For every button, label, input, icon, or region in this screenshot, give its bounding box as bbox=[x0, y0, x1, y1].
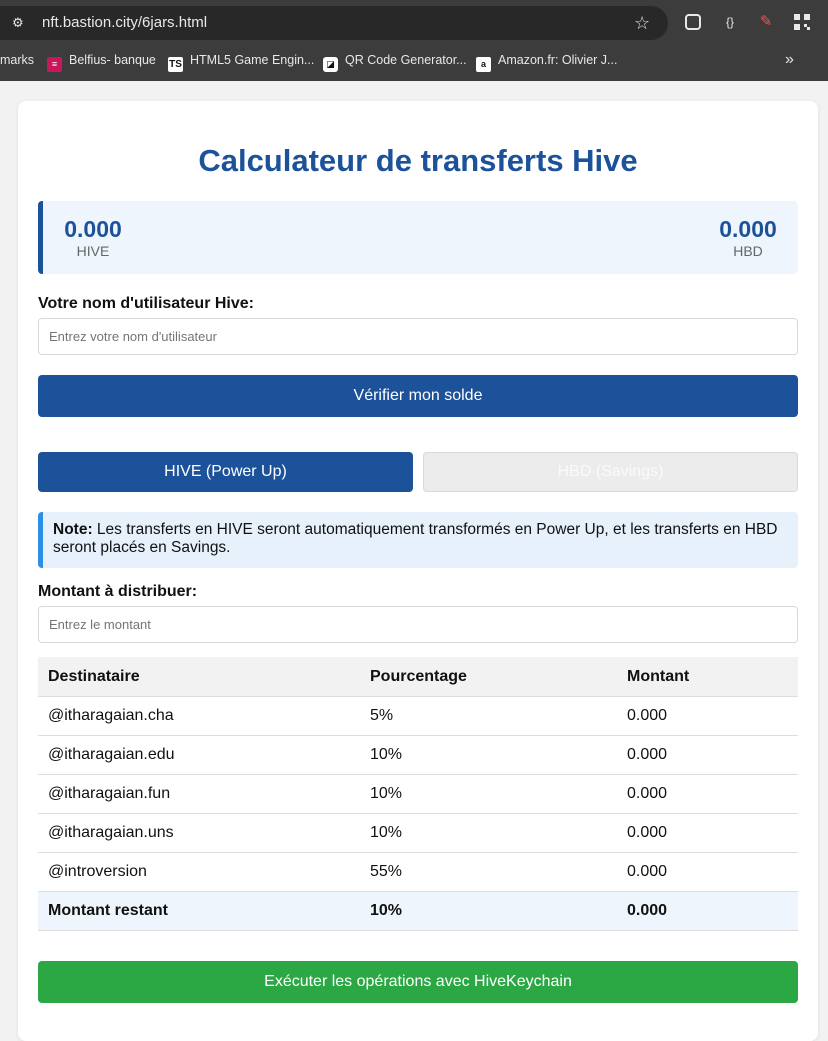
amount-label: Montant à distribuer: bbox=[38, 583, 198, 600]
table-row bbox=[38, 853, 798, 892]
qr-generator-icon: ◪ bbox=[323, 57, 338, 72]
bookmark-star-icon[interactable]: ☆ bbox=[634, 13, 651, 33]
bookmark-label: Amazon.fr: Olivier J... bbox=[498, 53, 618, 67]
hive-balance-unit: HIVE bbox=[76, 243, 110, 259]
hive-balance bbox=[58, 215, 128, 260]
table-row bbox=[38, 775, 798, 814]
recipient-cell: @itharagaian.edu bbox=[38, 736, 360, 775]
amount-cell: 0.000 bbox=[617, 697, 798, 736]
bookmark-qr-generator[interactable] bbox=[323, 50, 467, 70]
execute-hivekeychain-button[interactable]: Exécuter les opérations avec HiveKeychain bbox=[38, 961, 798, 1003]
recipient-cell: @itharagaian.fun bbox=[38, 775, 360, 814]
remaining-label: Montant restant bbox=[38, 892, 360, 931]
percentage-cell: 10% bbox=[360, 736, 617, 775]
browser-chrome bbox=[0, 0, 828, 81]
belfius-icon: ≡ bbox=[47, 57, 62, 72]
bookmark-label: Belfius- banque bbox=[69, 53, 156, 67]
percentage-cell: 10% bbox=[360, 775, 617, 814]
bookmark-label: QR Code Generator... bbox=[345, 53, 467, 67]
percentage-cell: 55% bbox=[360, 853, 617, 892]
hbd-balance-unit: HBD bbox=[733, 243, 763, 259]
json-extension-icon[interactable]: {} bbox=[725, 15, 734, 29]
extension-icon[interactable] bbox=[683, 12, 703, 32]
percentage-cell: 10% bbox=[360, 814, 617, 853]
remaining-row bbox=[38, 892, 798, 931]
username-input[interactable] bbox=[38, 318, 798, 355]
site-settings-icon[interactable]: ⚙ bbox=[12, 15, 24, 30]
username-label: Votre nom d'utilisateur Hive: bbox=[38, 295, 254, 312]
remaining-amount: 0.000 bbox=[617, 892, 798, 931]
bookmark-item[interactable] bbox=[0, 50, 34, 70]
hive-balance-value: 0.000 bbox=[64, 216, 122, 242]
table-row bbox=[38, 736, 798, 775]
note-bold-label: Note: bbox=[53, 521, 93, 538]
tab-hive-power-up[interactable]: HIVE (Power Up) bbox=[38, 452, 413, 492]
note-text: Les transferts en HIVE seront automatiquement transformés en Power Up, et les transferts en HBD seront placés en Savings. bbox=[53, 521, 778, 556]
tab-hbd-savings[interactable]: HBD (Savings) bbox=[423, 452, 798, 492]
url-text[interactable]: nft.bastion.city/6jars.html bbox=[42, 14, 208, 31]
percentage-cell: 5% bbox=[360, 697, 617, 736]
amazon-icon: a bbox=[476, 57, 491, 72]
address-bar[interactable] bbox=[0, 6, 668, 40]
amount-cell: 0.000 bbox=[617, 736, 798, 775]
table-row bbox=[38, 697, 798, 736]
bookmark-label: marks bbox=[0, 53, 35, 67]
ts-icon: TS bbox=[169, 59, 182, 70]
hbd-balance-value: 0.000 bbox=[719, 216, 777, 242]
header-percentage: Pourcentage bbox=[360, 657, 617, 697]
balance-panel bbox=[38, 201, 798, 274]
key-extension-icon[interactable]: ✎ bbox=[759, 13, 773, 30]
amount-cell: 0.000 bbox=[617, 814, 798, 853]
amount-cell: 0.000 bbox=[617, 775, 798, 814]
amount-input[interactable] bbox=[38, 606, 798, 643]
table-row bbox=[38, 814, 798, 853]
bookmark-amazon[interactable] bbox=[476, 50, 617, 70]
recipient-cell: @introversion bbox=[38, 853, 360, 892]
check-balance-button[interactable]: Vérifier mon solde bbox=[38, 375, 798, 417]
bookmark-belfius[interactable] bbox=[47, 50, 156, 70]
qr-extension-icon[interactable] bbox=[792, 12, 812, 32]
hbd-balance bbox=[713, 215, 783, 260]
header-recipient: Destinataire bbox=[38, 657, 360, 697]
more-bookmarks-icon[interactable]: » bbox=[785, 51, 794, 68]
bookmark-html5-game-engine[interactable] bbox=[168, 50, 314, 70]
distribution-table bbox=[38, 657, 798, 931]
page-title: Calculateur de transferts Hive bbox=[198, 143, 638, 178]
remaining-percentage: 10% bbox=[360, 892, 617, 931]
bookmark-label: HTML5 Game Engin... bbox=[190, 53, 315, 67]
recipient-cell: @itharagaian.cha bbox=[38, 697, 360, 736]
amount-cell: 0.000 bbox=[617, 853, 798, 892]
info-note bbox=[38, 512, 798, 568]
recipient-cell: @itharagaian.uns bbox=[38, 814, 360, 853]
header-amount: Montant bbox=[617, 657, 798, 697]
table-header-row bbox=[38, 657, 798, 697]
